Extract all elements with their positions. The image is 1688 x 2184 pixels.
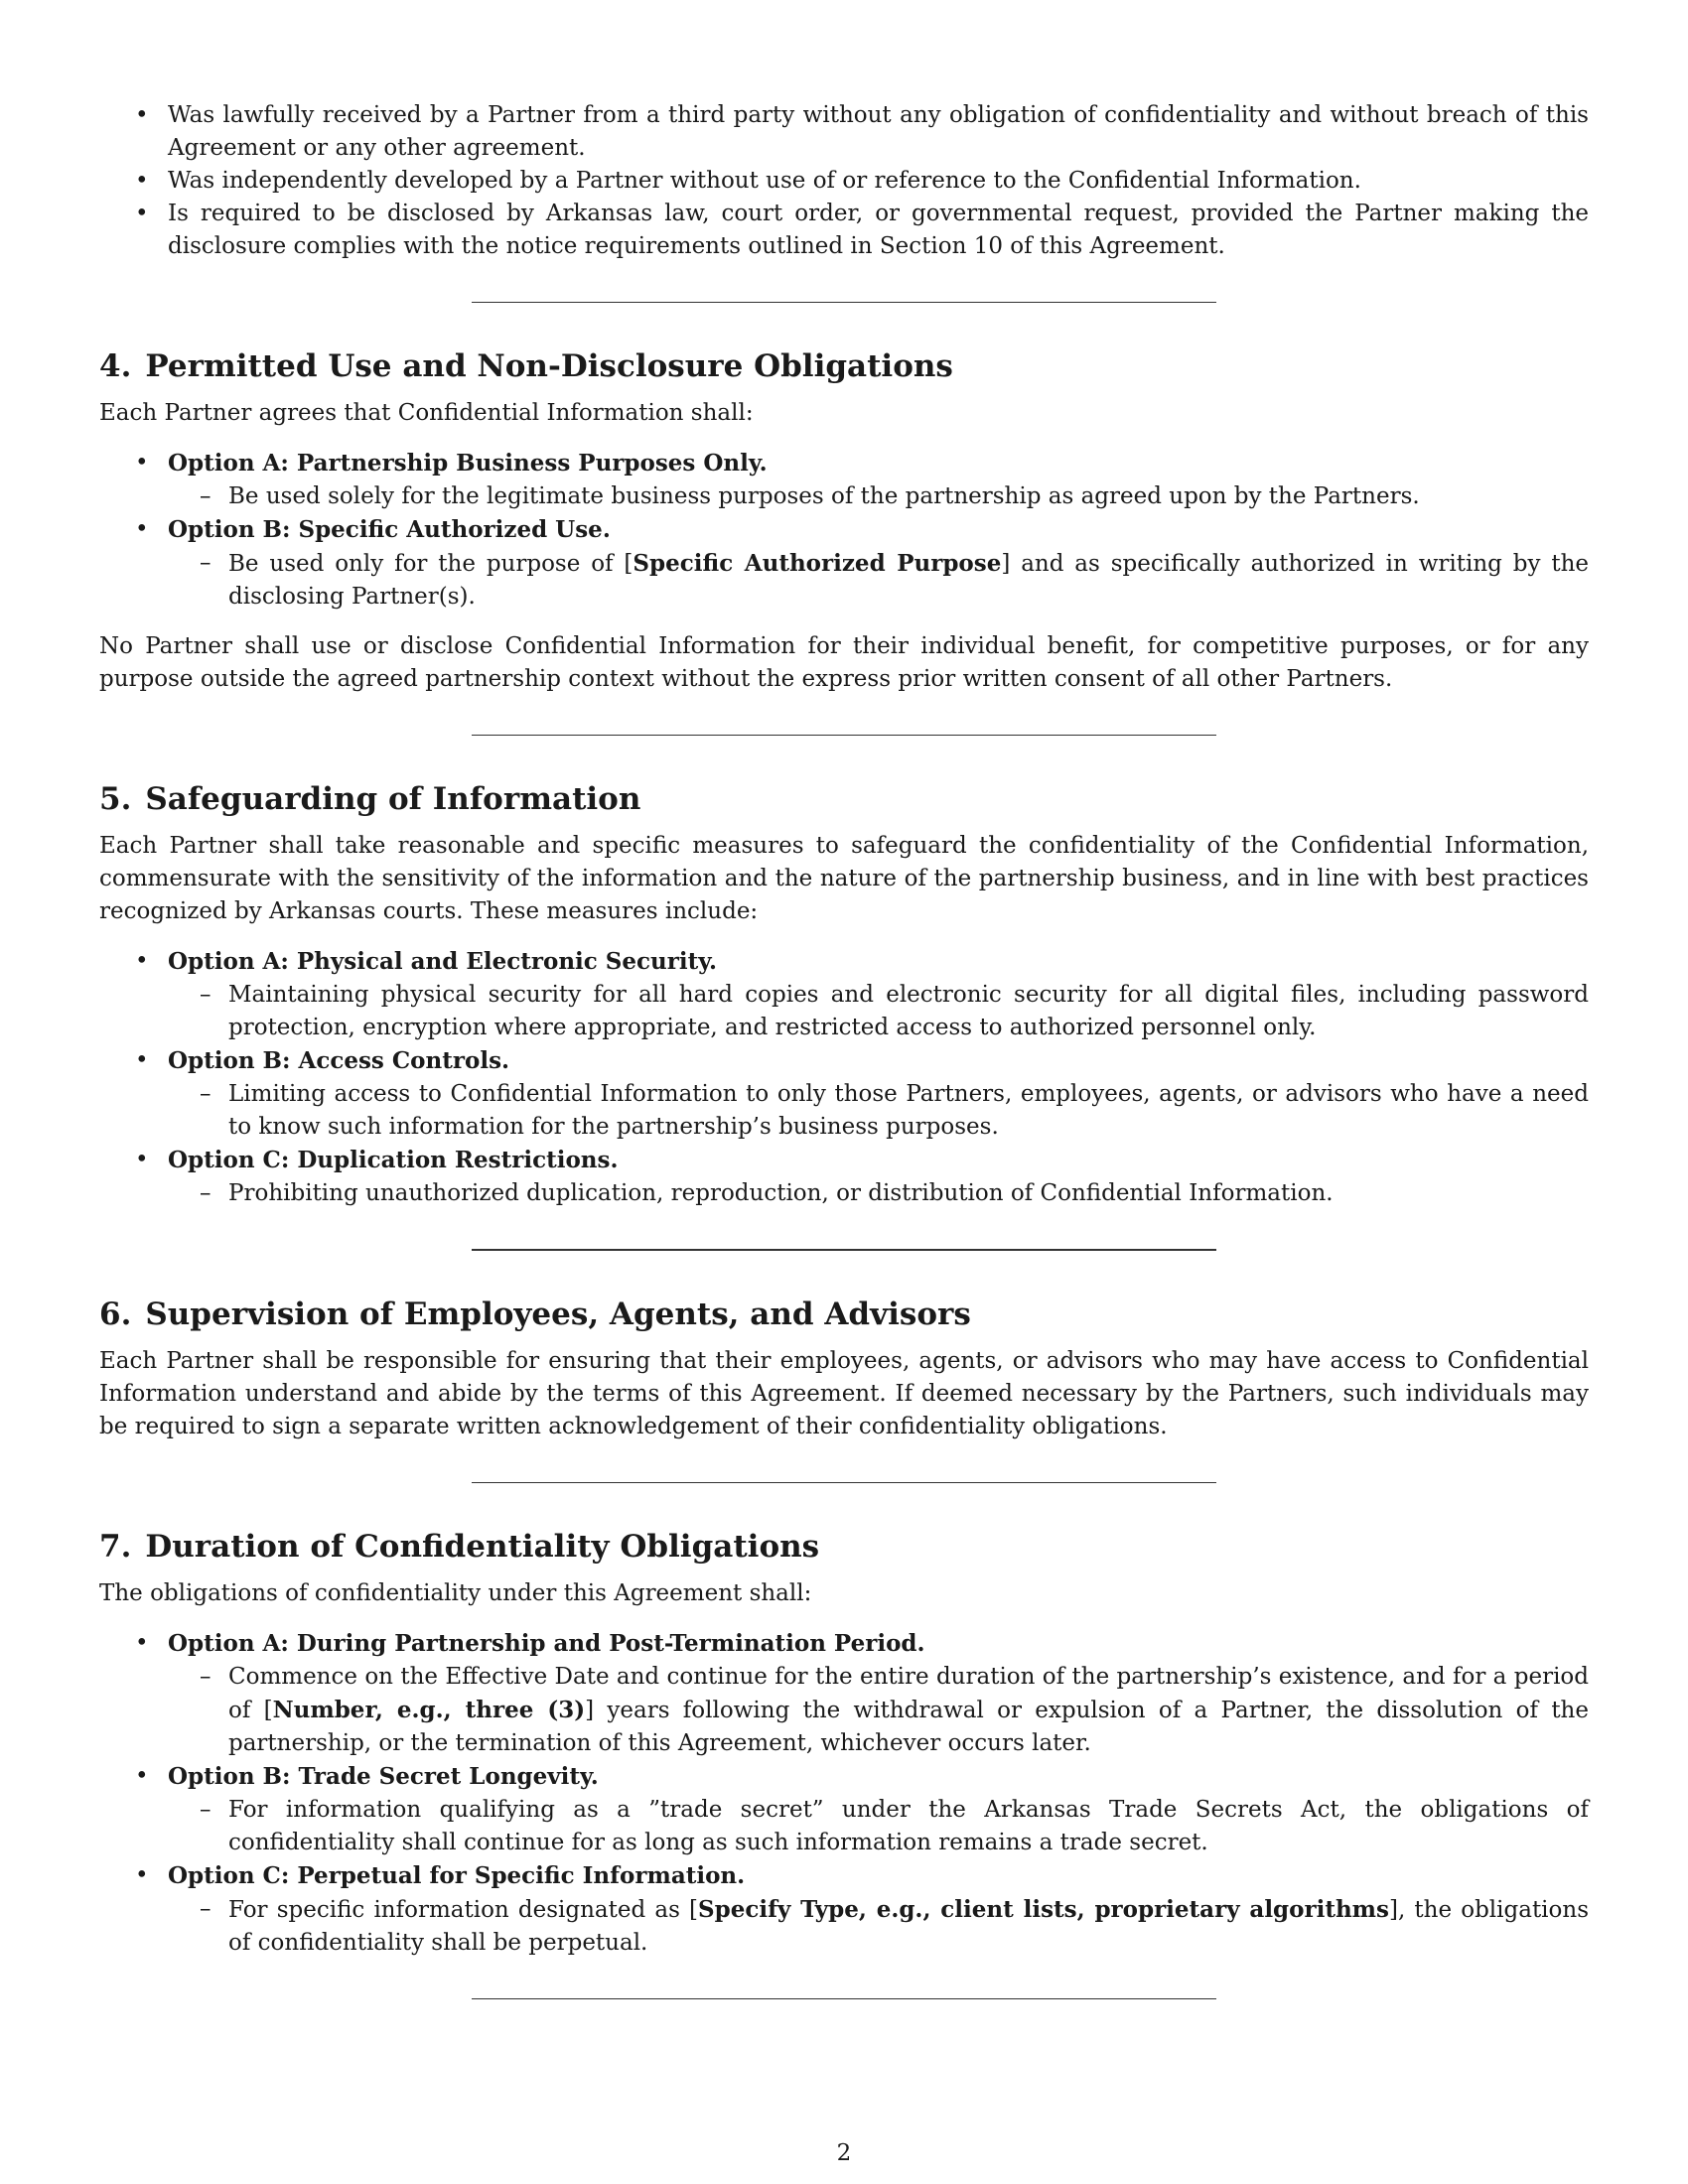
option-text: – Prohibiting unauthorized duplication, reproduction, or distribution of Confidential Information. <box>99 1177 1589 1210</box>
list-item: • Was lawfully received by a Partner from a third party without any obligation of confidentiality and without breach of this Agreement or any other agreement. <box>99 99 1589 165</box>
option-title: Option C: Perpetual for Specific Information. <box>168 1862 746 1889</box>
option-title: Option B: Specific Authorized Use. <box>168 516 611 543</box>
option-title: Option A: Partnership Business Purposes Only. <box>168 450 768 477</box>
option-text: – For specific information designated as [Specify Type, e.g., client lists, proprietary algorithms], the obligations of confidentiality shall be perpetual. <box>99 1893 1589 1960</box>
list-item <box>99 945 1589 1044</box>
section-divider <box>472 1998 1216 1999</box>
section-5-options <box>99 945 1589 1210</box>
section-4-closing: No Partner shall use or disclose Confidential Information for their individual benefit, for competitive purposes, or for any purpose outside the agreed partnership context without the express prior written consent of all other Partners. <box>99 633 1589 692</box>
section-4-intro: Each Partner agrees that Confidential Information shall: <box>99 400 754 426</box>
list-item <box>99 1760 1589 1859</box>
option-title: Option B: Trade Secret Longevity. <box>168 1763 599 1790</box>
option-text: – Be used only for the purpose of [Specific Authorized Purpose] and as specifically authorized in writing by the disclosing Partner(s). <box>99 547 1589 614</box>
option-title: Option A: During Partnership and Post-Termination Period. <box>168 1630 925 1657</box>
document-page <box>99 99 1589 1999</box>
section-heading-4: 4. Permitted Use and Non-Disclosure Obligations <box>99 348 953 384</box>
option-title: Option A: Physical and Electronic Security. <box>168 948 717 975</box>
list-item <box>99 513 1589 614</box>
list-item: • Was independently developed by a Partner without use of or reference to the Confidential Information. <box>99 165 1589 198</box>
section-heading-5: 5. Safeguarding of Information <box>99 781 641 817</box>
section-4-options <box>99 447 1589 614</box>
section-6-text: Each Partner shall be responsible for ensuring that their employees, agents, or advisors who may have access to Confidential Information understand and abide by the terms of this Agreement. If deemed necessary by the Partners, such individuals may be required to sign a separate written acknowledgement of their confidentiality obligations. <box>99 1348 1589 1439</box>
option-text: – Limiting access to Confidential Information to only those Partners, employees, agents, or advisors who have a need to know such information for the partnership’s business purposes. <box>99 1078 1589 1144</box>
section-5-intro: Each Partner shall take reasonable and specific measures to safeguard the confidentiality of the Confidential Information, commensurate with the sensitivity of the information and the nature of the partnership business, and in line with best practices recognized by Arkansas courts. These measures include: <box>99 833 1589 924</box>
list-item: • Is required to be disclosed by Arkansas law, court order, or governmental request, provided the Partner making the disclosure complies with the notice requirements outlined in Section 10 of this Agreement. <box>99 198 1589 263</box>
section-heading-7: 7. Duration of Confidentiality Obligations <box>99 1529 820 1565</box>
exceptions-list <box>99 99 1589 263</box>
list-item <box>99 1144 1589 1210</box>
option-title: Option C: Duplication Restrictions. <box>168 1147 619 1173</box>
option-text: – For information qualifying as a ”trade secret” under the Arkansas Trade Secrets Act, the obligations of confidentiality shall continue for as long as such information remains a trade secret. <box>99 1794 1589 1859</box>
option-title: Option B: Access Controls. <box>168 1047 510 1074</box>
list-item <box>99 1859 1589 1960</box>
section-7-options <box>99 1627 1589 1960</box>
option-text: – Be used solely for the legitimate business purposes of the partnership as agreed upon by the Partners. <box>99 480 1589 513</box>
list-item <box>99 447 1589 513</box>
option-text: – Maintaining physical security for all hard copies and electronic security for all digital files, including password protection, encryption where appropriate, and restricted access to authorized personnel only. <box>99 979 1589 1044</box>
section-7-intro: The obligations of confidentiality under this Agreement shall: <box>99 1580 812 1606</box>
option-text: – Commence on the Effective Date and continue for the entire duration of the partnership’s existence, and for a period of [Number, e.g., three (3)] years following the withdrawal or expulsion of a Partner, the dissolution of the partnership, or the termination of this Agreement, whichever occurs later. <box>99 1661 1589 1760</box>
list-item <box>99 1627 1589 1760</box>
list-item <box>99 1044 1589 1144</box>
page-number: 2 <box>836 2140 852 2166</box>
section-heading-6: 6. Supervision of Employees, Agents, and Advisors <box>99 1297 971 1332</box>
